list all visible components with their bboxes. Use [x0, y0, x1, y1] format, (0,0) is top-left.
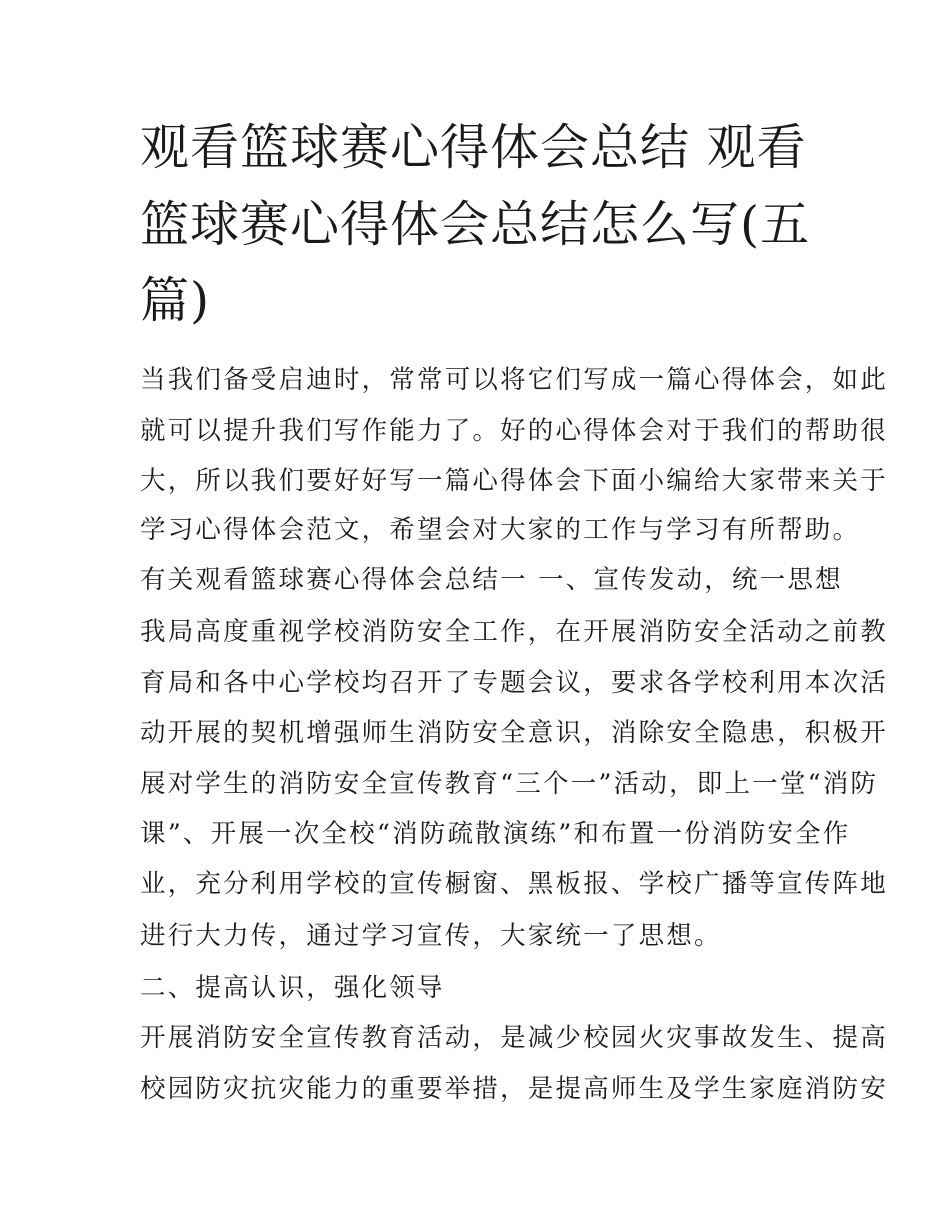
- section-heading-line: 二、提高认识，强化领导: [140, 973, 445, 1003]
- paragraph-line: 课”、开展一次全校“消防疏散演练”和布置一份消防安全作: [140, 819, 851, 849]
- paragraph-line: 学习心得体会范文，希望会对大家的工作与学习有所帮助。: [140, 515, 861, 545]
- section-heading-line: 有关观看篮球赛心得体会总结一 一、宣传发动，统一思想: [140, 565, 843, 595]
- document-title-line: 观看篮球赛心得体会总结 观看: [140, 119, 807, 176]
- paragraph-line: 当我们备受启迪时，常常可以将它们写成一篇心得体会，如此: [140, 365, 888, 395]
- paragraph-line: 我局高度重视学校消防安全工作，在开展消防安全活动之前教: [140, 617, 888, 647]
- paragraph-line: 进行大力传，通过学习宣传，大家统一了思想。: [140, 921, 722, 951]
- document-title-line: 篮球赛心得体会总结怎么写(五: [140, 196, 811, 253]
- document-title-line: 篇): [140, 272, 211, 329]
- paragraph-line: 大，所以我们要好好写一篇心得体会下面小编给大家带来关于: [140, 466, 888, 496]
- paragraph-line: 展对学生的消防安全宣传教育“三个一”活动，即上一堂“消防: [140, 769, 879, 799]
- paragraph-line: 动开展的契机增强师生消防安全意识，消除安全隐患，积极开: [140, 718, 888, 748]
- paragraph-line: 业，充分利用学校的宣传橱窗、黑板报、学校广播等宣传阵地: [140, 869, 888, 899]
- paragraph-line: 就可以提升我们写作能力了。好的心得体会对于我们的帮助很: [140, 416, 888, 446]
- paragraph-line: 校园防灾抗灾能力的重要举措，是提高师生及学生家庭消防安: [140, 1074, 888, 1104]
- paragraph-line: 开展消防安全宣传教育活动，是减少校园火灾事故发生、提高: [140, 1023, 888, 1053]
- paragraph-line: 育局和各中心学校均召开了专题会议，要求各学校利用本次活: [140, 668, 888, 698]
